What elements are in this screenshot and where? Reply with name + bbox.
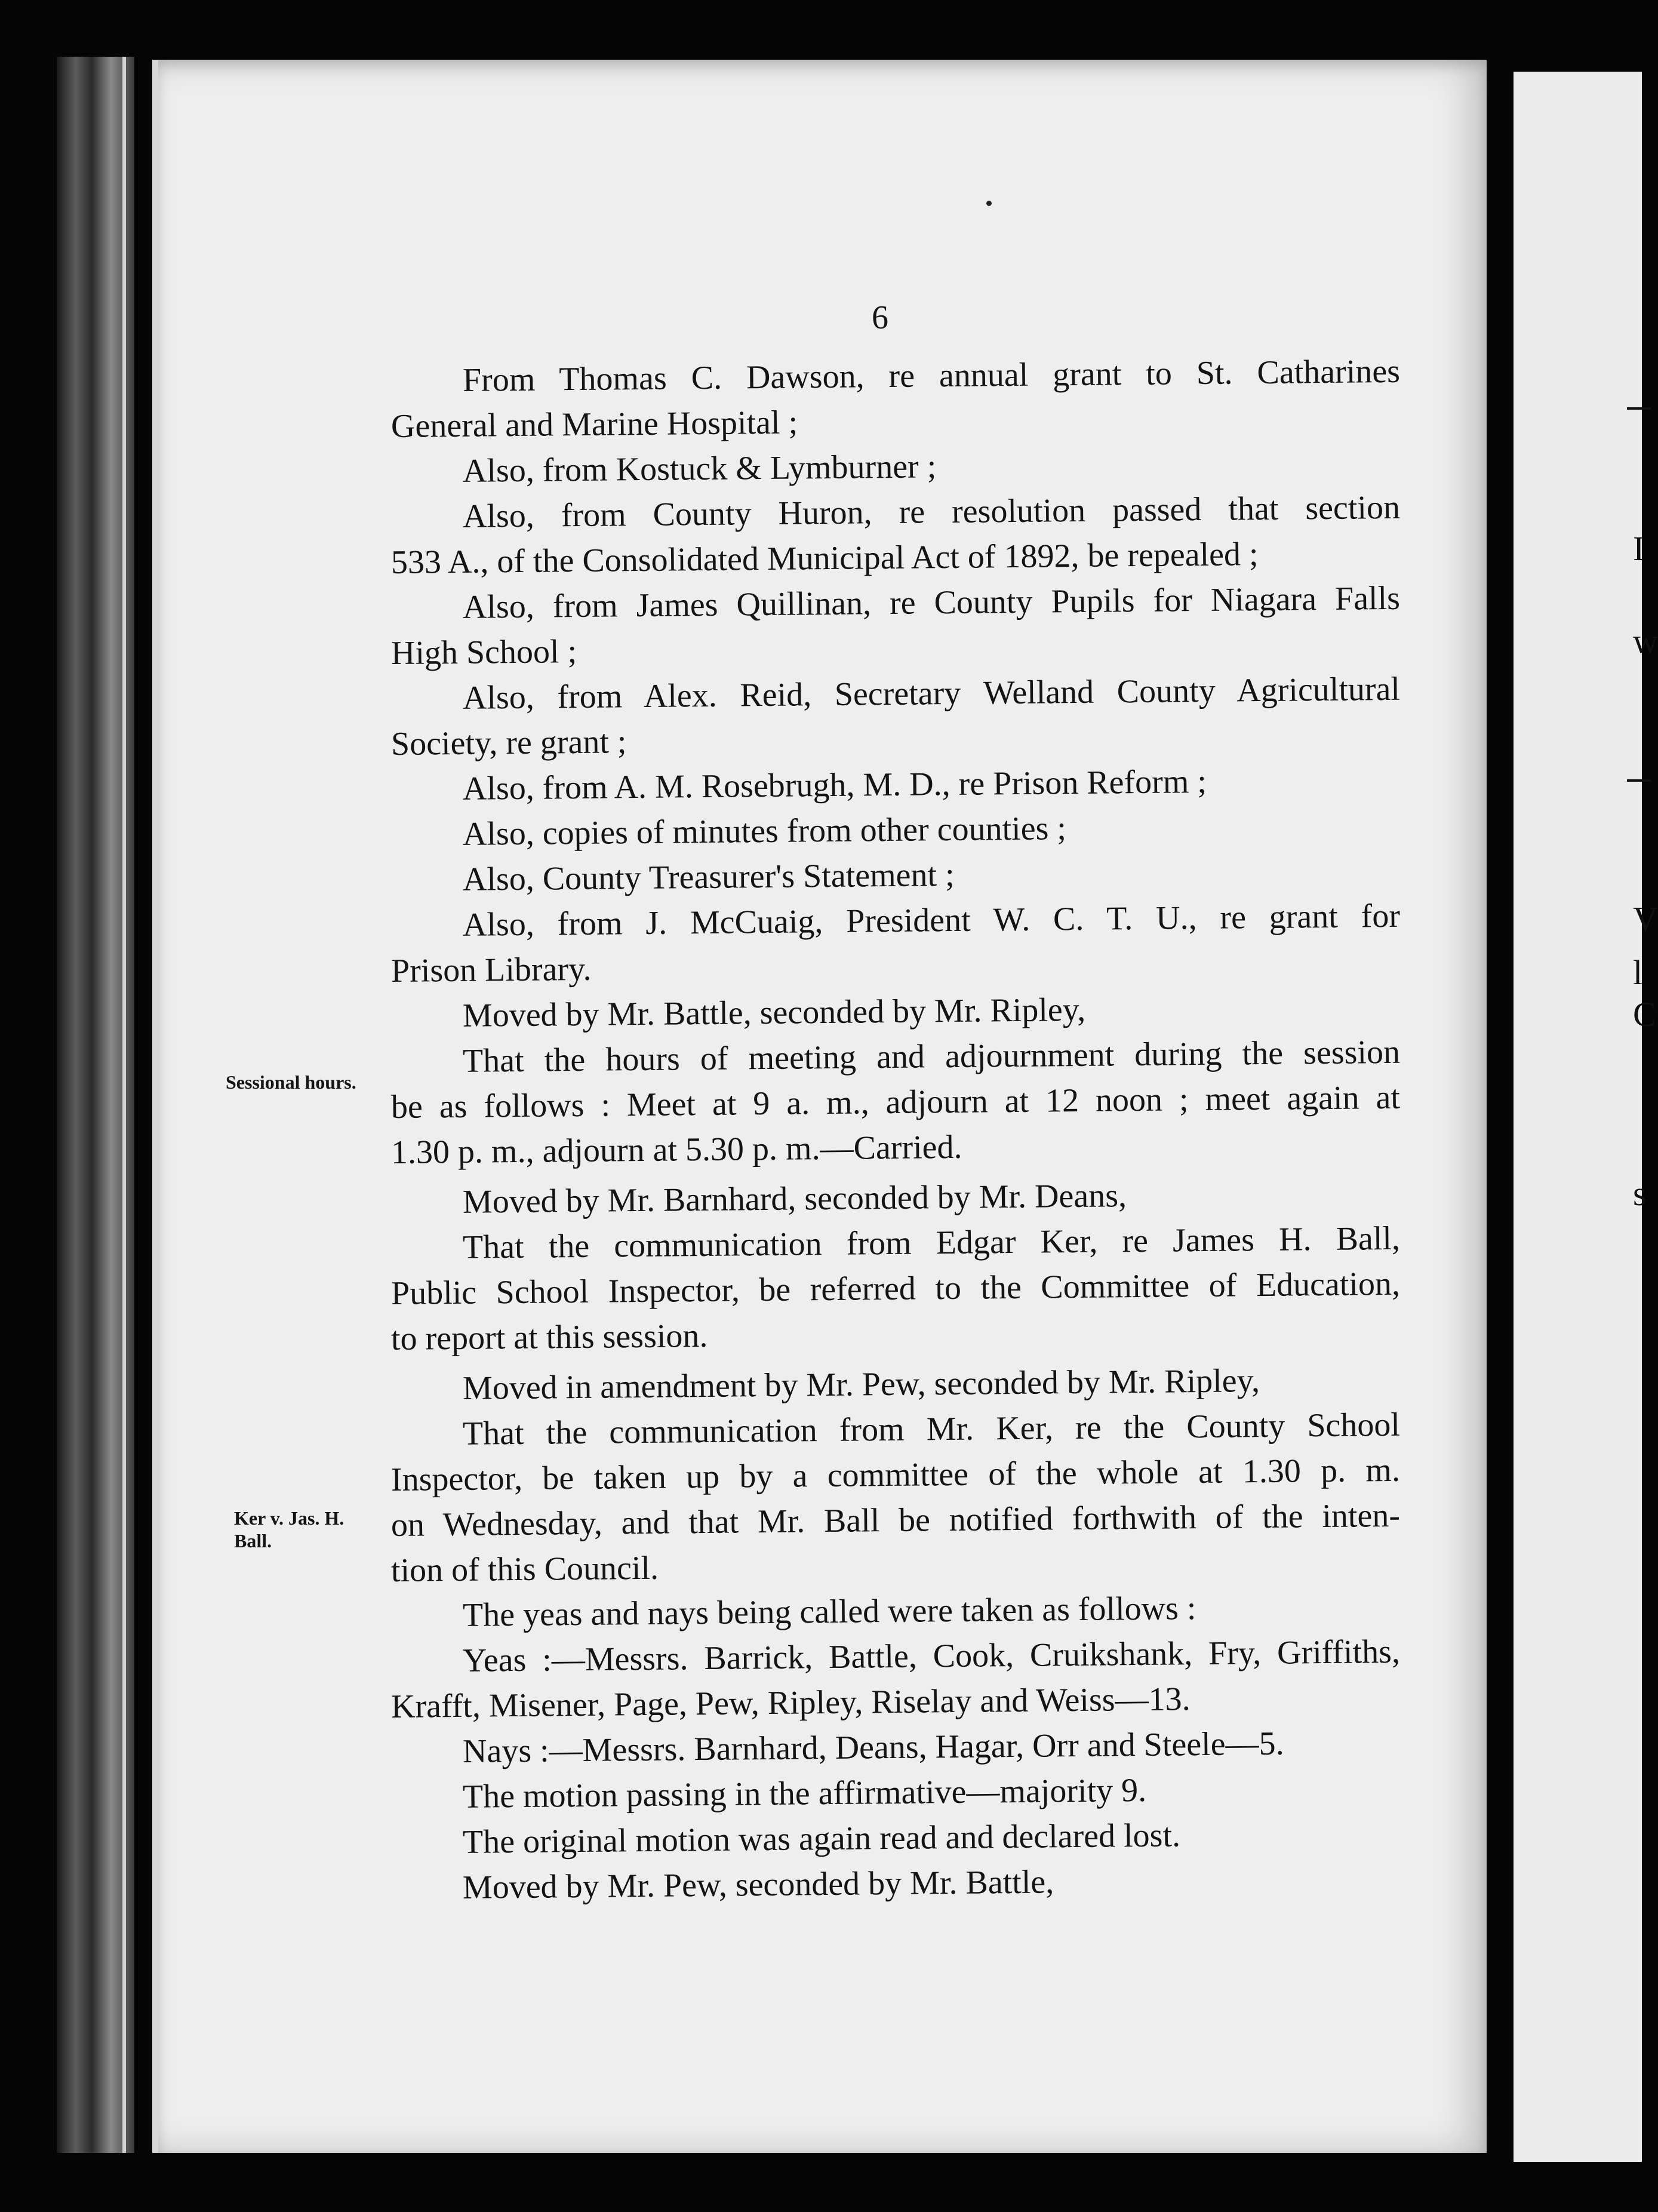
- text-line: 1.30 p. m., adjourn at 5.30 p. m.—Carried.: [390, 1128, 962, 1171]
- text-line: That the communication from Mr. Ker, re the County School: [462, 1406, 1401, 1452]
- text-line: The original motion was again read and declared lost.: [462, 1817, 1181, 1861]
- text-line: Also, County Treasurer's Statement ;: [462, 856, 955, 898]
- text-line: Also, from A. M. Rosebrugh, M. D., re Prison Reform ;: [462, 763, 1207, 807]
- text-line: From Thomas C. Dawson, re annual grant to St. Catharines: [462, 352, 1401, 399]
- text-line: to report at this session.: [390, 1317, 708, 1357]
- text-line: Prison Library.: [390, 950, 592, 990]
- text-line: be as follows : Meet at 9 a. m., adjourn at 12 noon ; meet again at: [390, 1079, 1401, 1126]
- text-line: Also, copies of minutes from other counties ;: [462, 810, 1067, 853]
- text-line: tion of this Council.: [390, 1549, 659, 1589]
- margin-note-line: Ball.: [234, 1530, 272, 1552]
- book-binding-left: [57, 57, 134, 2153]
- text-line: Krafft, Misener, Page, Pew, Ripley, Riselay and Weiss—13.: [390, 1680, 1191, 1725]
- text-line: Also, from County Huron, re resolution passed that section: [462, 489, 1401, 535]
- text-line: Also, from Alex. Reid, Secretary Welland County Agricultural: [462, 670, 1401, 717]
- text-line: Public School Inspector, be referred to the Committee of Education,: [390, 1265, 1401, 1312]
- text-line: Also, from James Quillinan, re County Pupils for Niagara Falls: [462, 579, 1401, 626]
- text-line: on Wednesday, and that Mr. Ball be notified forthwith of the inten-: [390, 1497, 1401, 1544]
- margin-note-line: Ker v. Jas. H.: [234, 1507, 344, 1529]
- text-line: Also, from J. McCuaig, President W. C. T. U., re grant for: [462, 897, 1401, 944]
- text-line: The yeas and nays being called were taken as follows :: [462, 1590, 1196, 1634]
- adjacent-page: [1514, 72, 1645, 2162]
- adjacent-page-fragment: I: [1633, 529, 1645, 568]
- adjacent-page-dash: [1627, 407, 1651, 410]
- text-line: Moved by Mr. Battle, seconded by Mr. Ripley,: [462, 991, 1086, 1034]
- ink-dot: [986, 201, 992, 206]
- text-line: Moved by Mr. Barnhard, seconded by Mr. Deans,: [462, 1177, 1127, 1221]
- text-line: 533 A., of the Consolidated Municipal Act of 1892, be repealed ;: [390, 536, 1259, 581]
- text-line: That the communication from Edgar Ker, re James H. Ball,: [462, 1219, 1401, 1266]
- adjacent-page-fragment: w: [1633, 622, 1658, 660]
- text-line: Inspector, be taken up by a committee of the whole at 1.30 p. m.: [390, 1451, 1401, 1498]
- text-line: That the hours of meeting and adjournment during the session: [462, 1033, 1401, 1080]
- text-line: Nays :—Messrs. Barnhard, Deans, Hagar, Orr and Steele—5.: [462, 1725, 1284, 1770]
- margin-note-sessional-hours: Sessional hours.: [226, 1071, 356, 1093]
- margin-note-ker-v-ball: [234, 1507, 407, 1552]
- text-line: The motion passing in the affirmative—majority 9.: [462, 1771, 1147, 1815]
- body-text: [390, 352, 1401, 1911]
- adjacent-page-dash: [1627, 779, 1651, 782]
- text-line: General and Marine Hospital ;: [390, 404, 798, 445]
- adjacent-page-fragment: V: [1633, 899, 1658, 938]
- adjacent-page-fragment: l: [1633, 953, 1643, 992]
- text-line: High School ;: [390, 633, 577, 672]
- page-number: 6: [872, 299, 888, 336]
- adjacent-page-fragment: s: [1633, 1174, 1647, 1213]
- text-line: Moved by Mr. Pew, seconded by Mr. Battle,: [462, 1863, 1054, 1906]
- text-line: Also, from Kostuck & Lymburner ;: [462, 448, 937, 490]
- adjacent-page-fragment: C: [1633, 995, 1656, 1034]
- text-line: Moved in amendment by Mr. Pew, seconded by Mr. Ripley,: [462, 1362, 1260, 1407]
- text-line: Society, re grant ;: [390, 723, 627, 763]
- text-line: Yeas :—Messrs. Barrick, Battle, Cook, Cruikshank, Fry, Griffiths,: [462, 1633, 1401, 1679]
